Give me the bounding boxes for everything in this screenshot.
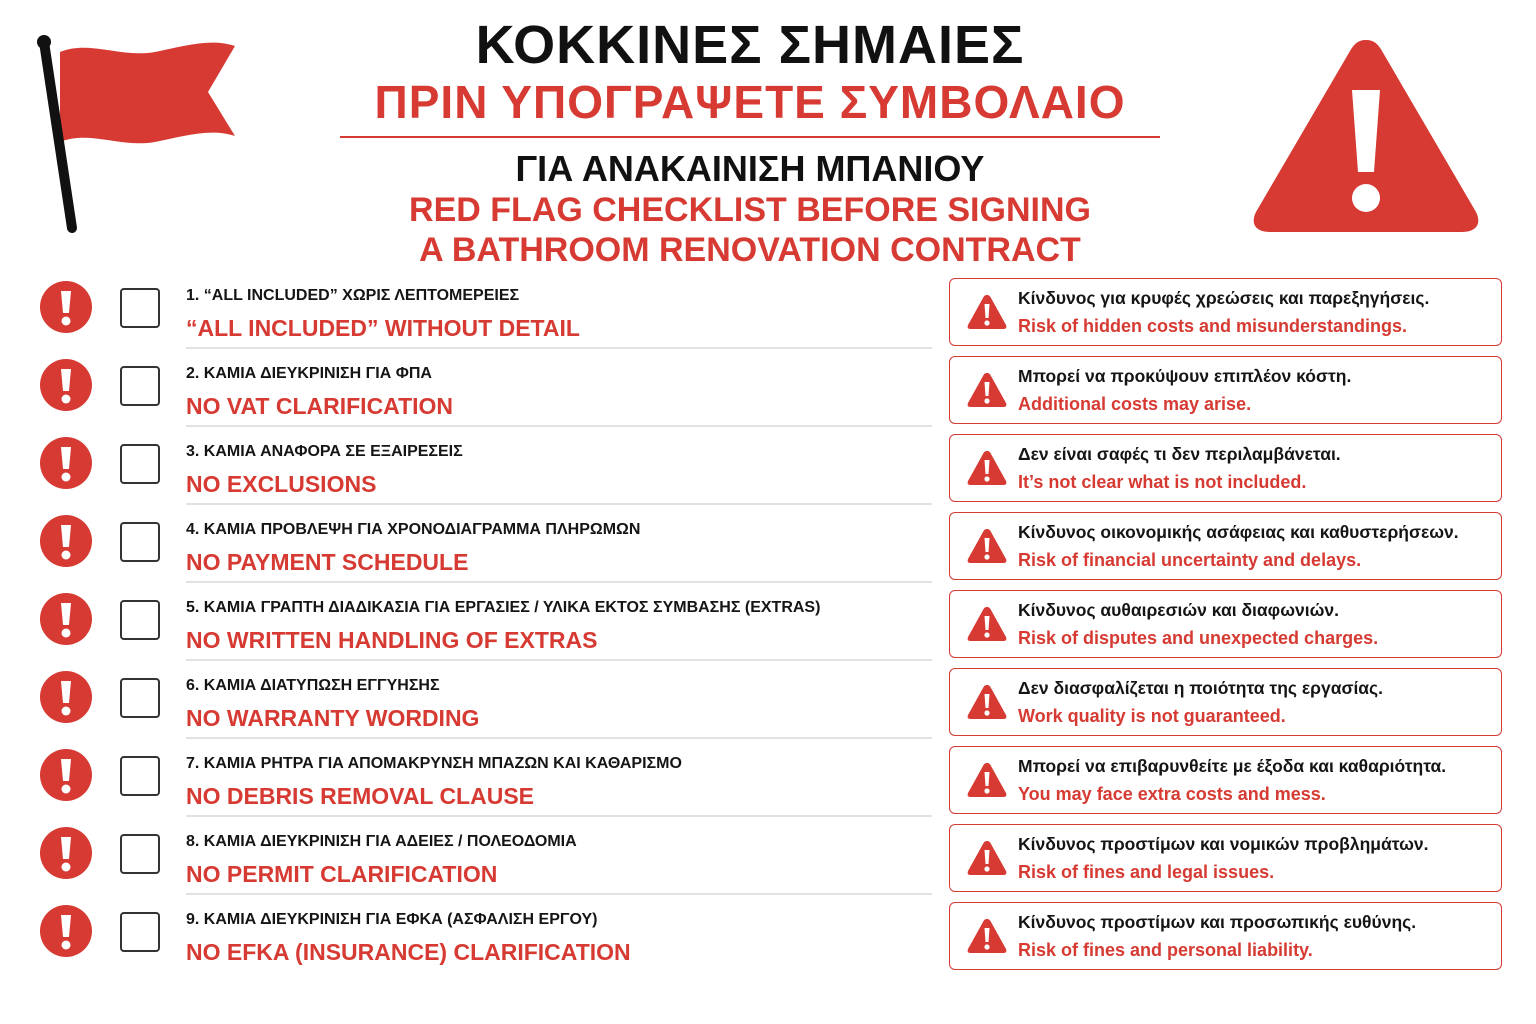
warning-triangle-icon	[966, 293, 1008, 331]
checklist-row	[0, 426, 1536, 504]
checklist-row	[0, 582, 1536, 660]
risk-text-el: Δεν διασφαλίζεται η ποιότητα της εργασίας.	[1018, 678, 1384, 698]
exclamation-circle-icon	[39, 826, 93, 880]
risk-text-en: Risk of fines and personal liability.	[1018, 940, 1313, 960]
item-title-en: NO PERMIT CLARIFICATION	[186, 861, 498, 887]
risk-card	[949, 278, 1502, 346]
page-subtitle-secondary: ΓΙΑ ΑΝΑΚΑΙΝΙΣΗ ΜΠΑΝΙΟΥ	[515, 148, 985, 189]
risk-card	[949, 434, 1502, 502]
item-title-el: 5. ΚΑΜΙΑ ΓΡΑΠΤΗ ΔΙΑΔΙΚΑΣΙΑ ΓΙΑ ΕΡΓΑΣΙΕΣ / ΥΛΙΚΑ ΕΚΤΟΣ ΣΥΜΒΑΣΗΣ (EXTRAS)	[186, 599, 821, 616]
checklist-checkbox[interactable]	[120, 444, 160, 484]
exclamation-circle-icon	[39, 904, 93, 958]
risk-text-el: Κίνδυνος προστίμων και προσωπικής ευθύνης.	[1018, 912, 1417, 932]
exclamation-circle-icon	[39, 592, 93, 646]
risk-text-el: Μπορεί να επιβαρυνθείτε με έξοδα και καθαριότητα.	[1018, 756, 1447, 776]
exclamation-circle-icon	[39, 280, 93, 334]
item-title-el: 9. ΚΑΜΙΑ ΔΙΕΥΚΡΙΝΙΣΗ ΓΙΑ ΕΦΚΑ (ΑΣΦΑΛΙΣΗ ΕΡΓΟΥ)	[186, 911, 598, 928]
checklist-row	[0, 738, 1536, 816]
warning-triangle-icon	[966, 527, 1008, 565]
risk-text-en: Risk of disputes and unexpected charges.	[1018, 628, 1379, 648]
risk-text-en: Risk of financial uncertainty and delays.	[1018, 550, 1362, 570]
risk-text-en: Additional costs may arise.	[1018, 394, 1252, 414]
checklist-checkbox[interactable]	[120, 288, 160, 328]
warning-triangle-icon	[966, 371, 1008, 409]
checklist-row	[0, 504, 1536, 582]
risk-card	[949, 668, 1502, 736]
risk-text-en: Risk of fines and legal issues.	[1018, 862, 1275, 882]
exclamation-circle-icon	[39, 514, 93, 568]
item-title-el: 1. “ALL INCLUDED” ΧΩΡΙΣ ΛΕΠΤΟΜΕΡΕΙΕΣ	[186, 287, 520, 304]
checklist-checkbox[interactable]	[120, 834, 160, 874]
risk-card	[949, 824, 1502, 892]
item-title-el: 6. ΚΑΜΙΑ ΔΙΑΤΥΠΩΣΗ ΕΓΓΥΗΣΗΣ	[186, 677, 440, 694]
risk-card	[949, 512, 1502, 580]
header-divider	[340, 136, 1160, 138]
checklist-checkbox[interactable]	[120, 678, 160, 718]
checklist-row	[0, 816, 1536, 894]
warning-triangle-icon	[966, 449, 1008, 487]
warning-triangle-icon	[1248, 32, 1484, 238]
checklist-checkbox[interactable]	[120, 522, 160, 562]
checklist-row	[0, 348, 1536, 426]
item-title-el: 7. ΚΑΜΙΑ ΡΗΤΡΑ ΓΙΑ ΑΠΟΜΑΚΡΥΝΣΗ ΜΠΑΖΩΝ ΚΑΙ ΚΑΘΑΡΙΣΜΟ	[186, 755, 682, 772]
risk-text-en: Risk of hidden costs and misunderstandings.	[1018, 316, 1408, 336]
warning-triangle-icon	[966, 917, 1008, 955]
item-title-el: 2. ΚΑΜΙΑ ΔΙΕΥΚΡΙΝΙΣΗ ΓΙΑ ΦΠΑ	[186, 365, 432, 382]
risk-text-en: It’s not clear what is not included.	[1018, 472, 1307, 492]
page-title-en-line1: RED FLAG CHECKLIST BEFORE SIGNING	[409, 191, 1091, 229]
risk-card	[949, 590, 1502, 658]
risk-text-en: You may face extra costs and mess.	[1018, 784, 1326, 804]
risk-text-el: Κίνδυνος για κρυφές χρεώσεις και παρεξηγήσεις.	[1018, 288, 1430, 308]
warning-triangle-icon	[966, 605, 1008, 643]
exclamation-circle-icon	[39, 748, 93, 802]
warning-triangle-icon	[966, 683, 1008, 721]
item-title-en: “ALL INCLUDED” WITHOUT DETAIL	[186, 315, 580, 341]
checklist-checkbox[interactable]	[120, 756, 160, 796]
checklist-checkbox[interactable]	[120, 912, 160, 952]
risk-card	[949, 356, 1502, 424]
risk-text-el: Κίνδυνος αυθαιρεσιών και διαφωνιών.	[1018, 600, 1339, 620]
checklist-checkbox[interactable]	[120, 366, 160, 406]
item-title-en: NO WARRANTY WORDING	[186, 705, 480, 731]
item-title-el: 8. ΚΑΜΙΑ ΔΙΕΥΚΡΙΝΙΣΗ ΓΙΑ ΑΔΕΙΕΣ / ΠΟΛΕΟΔΟΜΙΑ	[186, 833, 577, 850]
red-flag-icon	[30, 30, 250, 240]
risk-card	[949, 902, 1502, 970]
warning-triangle-icon	[966, 839, 1008, 877]
item-title-en: NO DEBRIS REMOVAL CLAUSE	[186, 783, 535, 809]
item-title-en: NO EFKA (INSURANCE) CLARIFICATION	[186, 939, 631, 965]
risk-text-el: Κίνδυνος οικονομικής ασάφειας και καθυστερήσεων.	[1018, 522, 1459, 542]
warning-triangle-icon	[966, 761, 1008, 799]
item-title-en: NO PAYMENT SCHEDULE	[186, 549, 469, 575]
checklist-checkbox[interactable]	[120, 600, 160, 640]
checklist-row	[0, 270, 1536, 348]
item-title-en: NO VAT CLARIFICATION	[186, 393, 454, 419]
item-title-en: NO WRITTEN HANDLING OF EXTRAS	[186, 627, 598, 653]
item-title-el: 3. ΚΑΜΙΑ ΑΝΑΦΟΡΑ ΣΕ ΕΞΑΙΡΕΣΕΙΣ	[186, 443, 463, 460]
risk-text-en: Work quality is not guaranteed.	[1018, 706, 1286, 726]
item-title-el: 4. ΚΑΜΙΑ ΠΡΟΒΛΕΨΗ ΓΙΑ ΧΡΟΝΟΔΙΑΓΡΑΜΜΑ ΠΛΗΡΩΜΩΝ	[186, 521, 641, 538]
checklist-row	[0, 894, 1536, 972]
item-title-en: NO EXCLUSIONS	[186, 471, 377, 497]
exclamation-circle-icon	[39, 436, 93, 490]
header	[300, 14, 1200, 270]
risk-card	[949, 746, 1502, 814]
checklist-row	[0, 660, 1536, 738]
exclamation-circle-icon	[39, 358, 93, 412]
risk-text-el: Μπορεί να προκύψουν επιπλέον κόστη.	[1018, 366, 1352, 386]
page-title: ΚΟΚΚΙΝΕΣ ΣΗΜΑΙΕΣ	[475, 15, 1025, 75]
risk-text-el: Κίνδυνος προστίμων και νομικών προβλημάτων.	[1018, 834, 1429, 854]
exclamation-circle-icon	[39, 670, 93, 724]
risk-text-el: Δεν είναι σαφές τι δεν περιλαμβάνεται.	[1018, 444, 1341, 464]
page-subtitle: ΠΡΙΝ ΥΠΟΓΡΑΨΕΤΕ ΣΥΜΒΟΛΑΙΟ	[374, 76, 1126, 128]
page-title-en-line2: A BATHROOM RENOVATION CONTRACT	[419, 231, 1081, 269]
